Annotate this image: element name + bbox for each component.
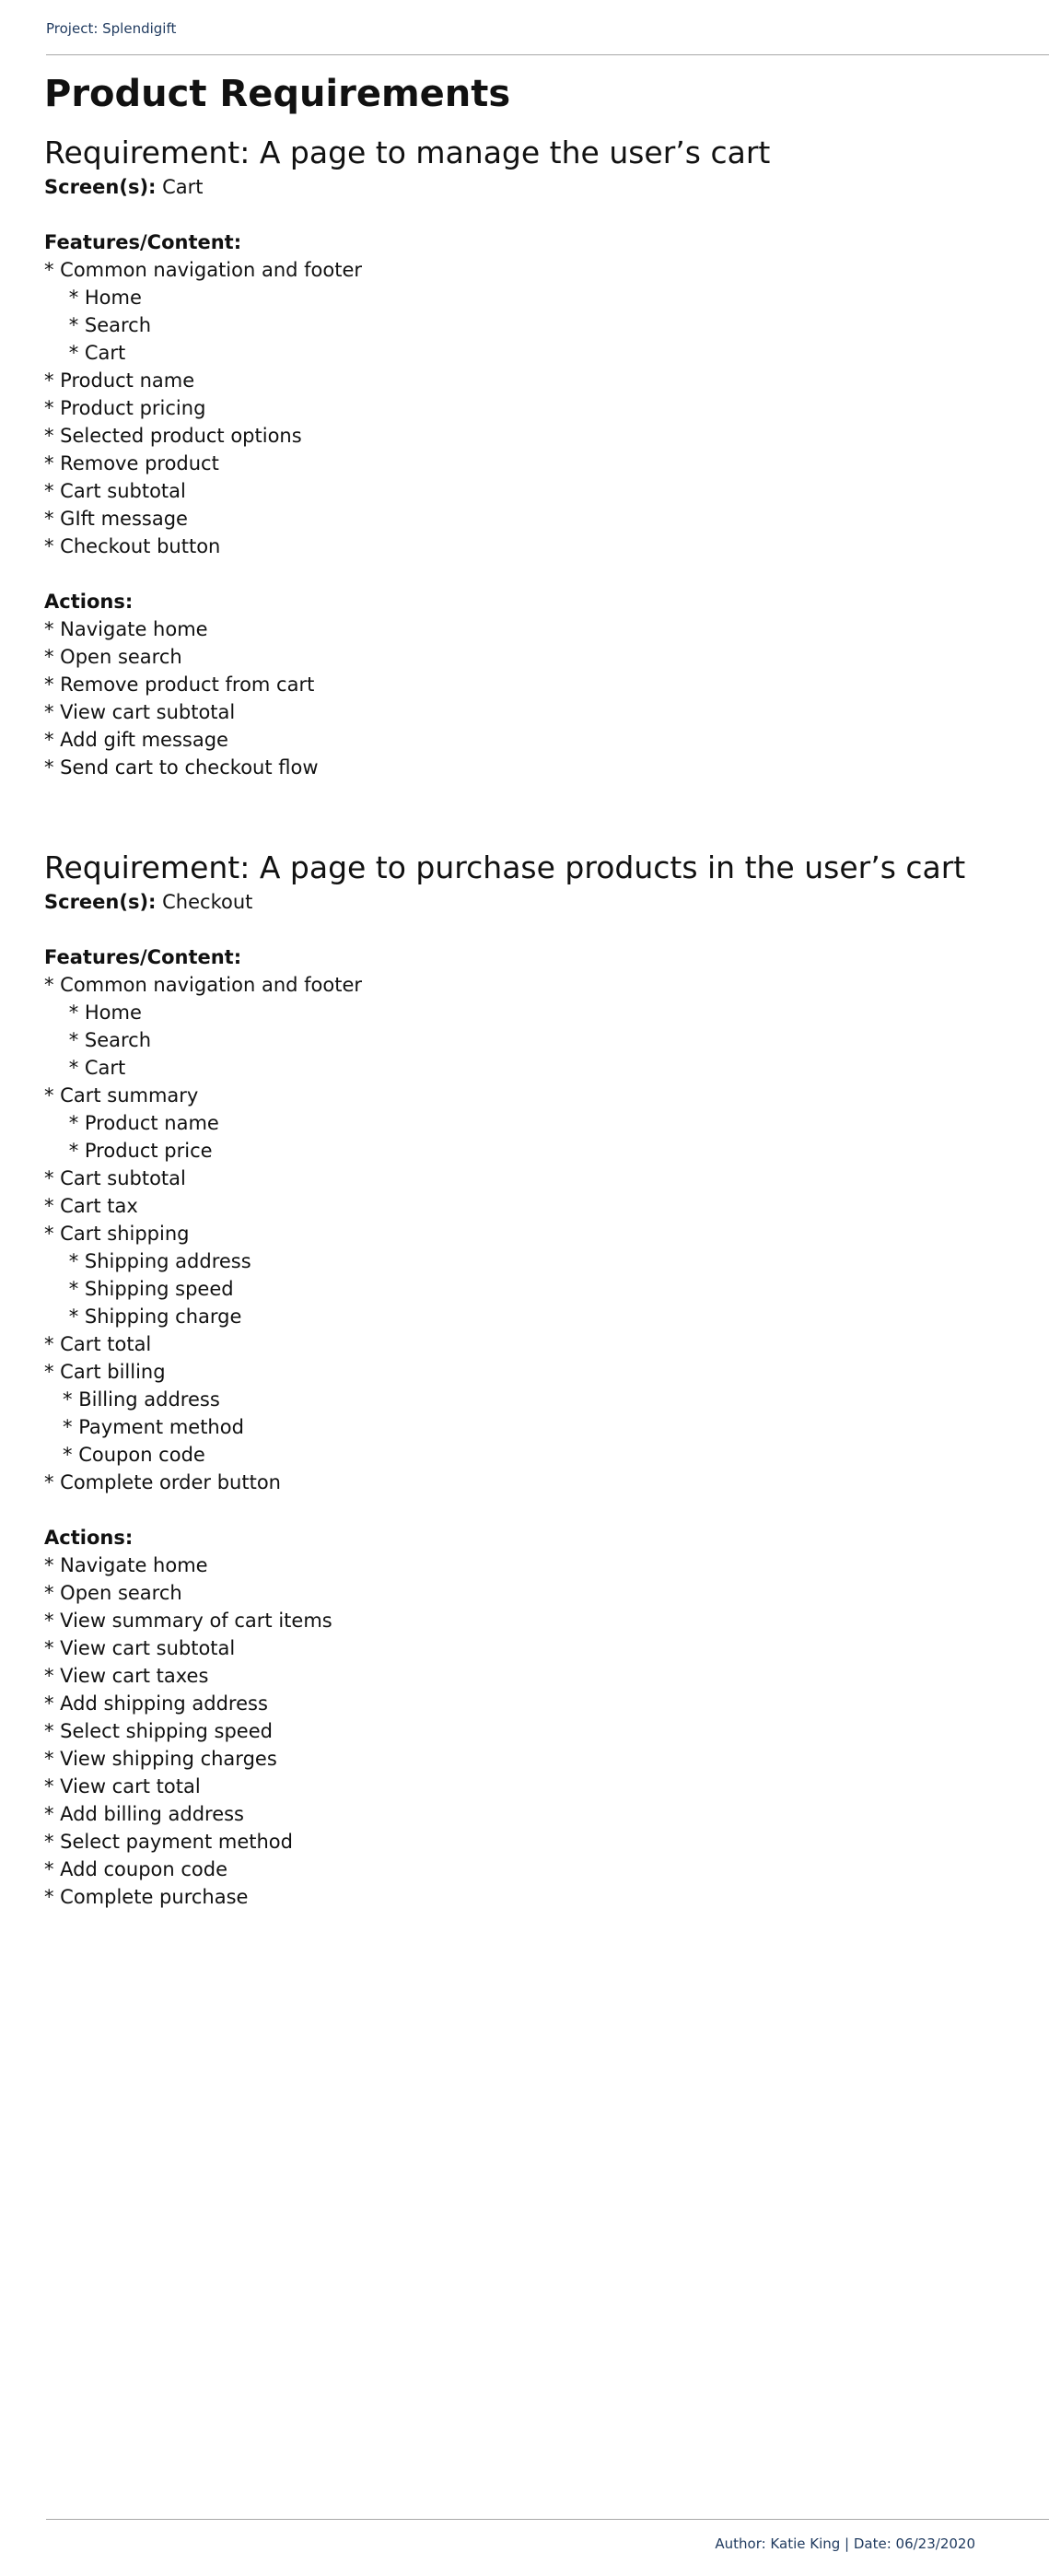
feature-item: * Complete order button — [44, 1471, 281, 1493]
feature-item: * Product pricing — [44, 397, 206, 419]
feature-item: * Product name — [44, 369, 195, 392]
author-date: Author: Katie King | Date: 06/23/2020 — [715, 2535, 975, 2552]
action-item: * View shipping charges — [44, 1748, 277, 1770]
actions-heading: Actions: — [44, 591, 134, 613]
feature-item: * Product price — [44, 1140, 213, 1162]
feature-item: * Home — [44, 287, 142, 309]
requirement-cart — [44, 133, 1020, 781]
screens-line — [44, 888, 1020, 916]
screens-label: Screen(s): — [44, 891, 157, 913]
feature-item: * Search — [44, 1029, 152, 1051]
screens-value: Checkout — [156, 891, 253, 913]
action-item: * Open search — [44, 1582, 182, 1604]
action-item: * Add gift message — [44, 729, 228, 751]
requirement-title: Requirement: A page to manage the user’s cart — [44, 135, 771, 170]
feature-item: * Billing address — [44, 1388, 220, 1411]
feature-item: * Cart total — [44, 1333, 152, 1355]
action-item: * View cart total — [44, 1775, 201, 1797]
feature-item: * Cart — [44, 1057, 126, 1079]
feature-item: * Cart summary — [44, 1084, 199, 1107]
action-item: * Send cart to checkout flow — [44, 756, 319, 779]
feature-item: * Search — [44, 314, 152, 336]
action-item: * Add shipping address — [44, 1692, 268, 1715]
feature-item: * Cart subtotal — [44, 1167, 186, 1189]
feature-item: * Common navigation and footer — [44, 974, 363, 996]
feature-item: * Common navigation and footer — [44, 259, 363, 281]
feature-item: * Checkout button — [44, 535, 221, 557]
feature-item: * Coupon code — [44, 1444, 205, 1466]
screens-label: Screen(s): — [44, 176, 157, 198]
feature-item: * Cart subtotal — [44, 480, 186, 502]
feature-item: * Product name — [44, 1112, 219, 1134]
feature-item: * Shipping charge — [44, 1306, 242, 1328]
action-item: * Add billing address — [44, 1803, 244, 1825]
feature-item: * Cart — [44, 342, 126, 364]
features-heading: Features/Content: — [44, 231, 242, 253]
header-divider — [46, 54, 1049, 55]
action-item: * Add coupon code — [44, 1858, 228, 1880]
feature-item: * Shipping speed — [44, 1278, 234, 1300]
document-body — [44, 64, 1020, 1911]
requirement-checkout — [44, 848, 1020, 1911]
actions-heading: Actions: — [44, 1527, 134, 1549]
action-item: * Navigate home — [44, 618, 208, 640]
feature-item: * GIft message — [44, 508, 188, 530]
action-item: * View summary of cart items — [44, 1610, 332, 1632]
feature-item: * Selected product options — [44, 425, 302, 447]
action-item: * Navigate home — [44, 1554, 208, 1576]
action-item: * Remove product from cart — [44, 673, 315, 696]
feature-item: * Payment method — [44, 1416, 244, 1438]
action-item: * View cart subtotal — [44, 701, 236, 723]
project-label: Project: Splendigift — [46, 20, 177, 37]
feature-item: * Home — [44, 1001, 142, 1024]
action-item: * View cart subtotal — [44, 1637, 236, 1659]
action-item: * Open search — [44, 646, 182, 668]
features-heading: Features/Content: — [44, 946, 242, 968]
action-item: * View cart taxes — [44, 1665, 209, 1687]
requirement-title: Requirement: A page to purchase products in the user’s cart — [44, 849, 966, 885]
screens-value: Cart — [156, 176, 204, 198]
page-title: Product Requirements — [44, 73, 511, 115]
feature-item: * Shipping address — [44, 1250, 251, 1272]
action-item: * Select shipping speed — [44, 1720, 273, 1742]
footer-divider — [46, 2519, 1049, 2520]
feature-item: * Cart tax — [44, 1195, 138, 1217]
feature-item: * Cart billing — [44, 1361, 166, 1383]
screens-line — [44, 173, 1020, 201]
action-item: * Select payment method — [44, 1831, 293, 1853]
action-item: * Complete purchase — [44, 1886, 249, 1908]
feature-item: * Remove product — [44, 452, 219, 474]
feature-item: * Cart shipping — [44, 1223, 190, 1245]
